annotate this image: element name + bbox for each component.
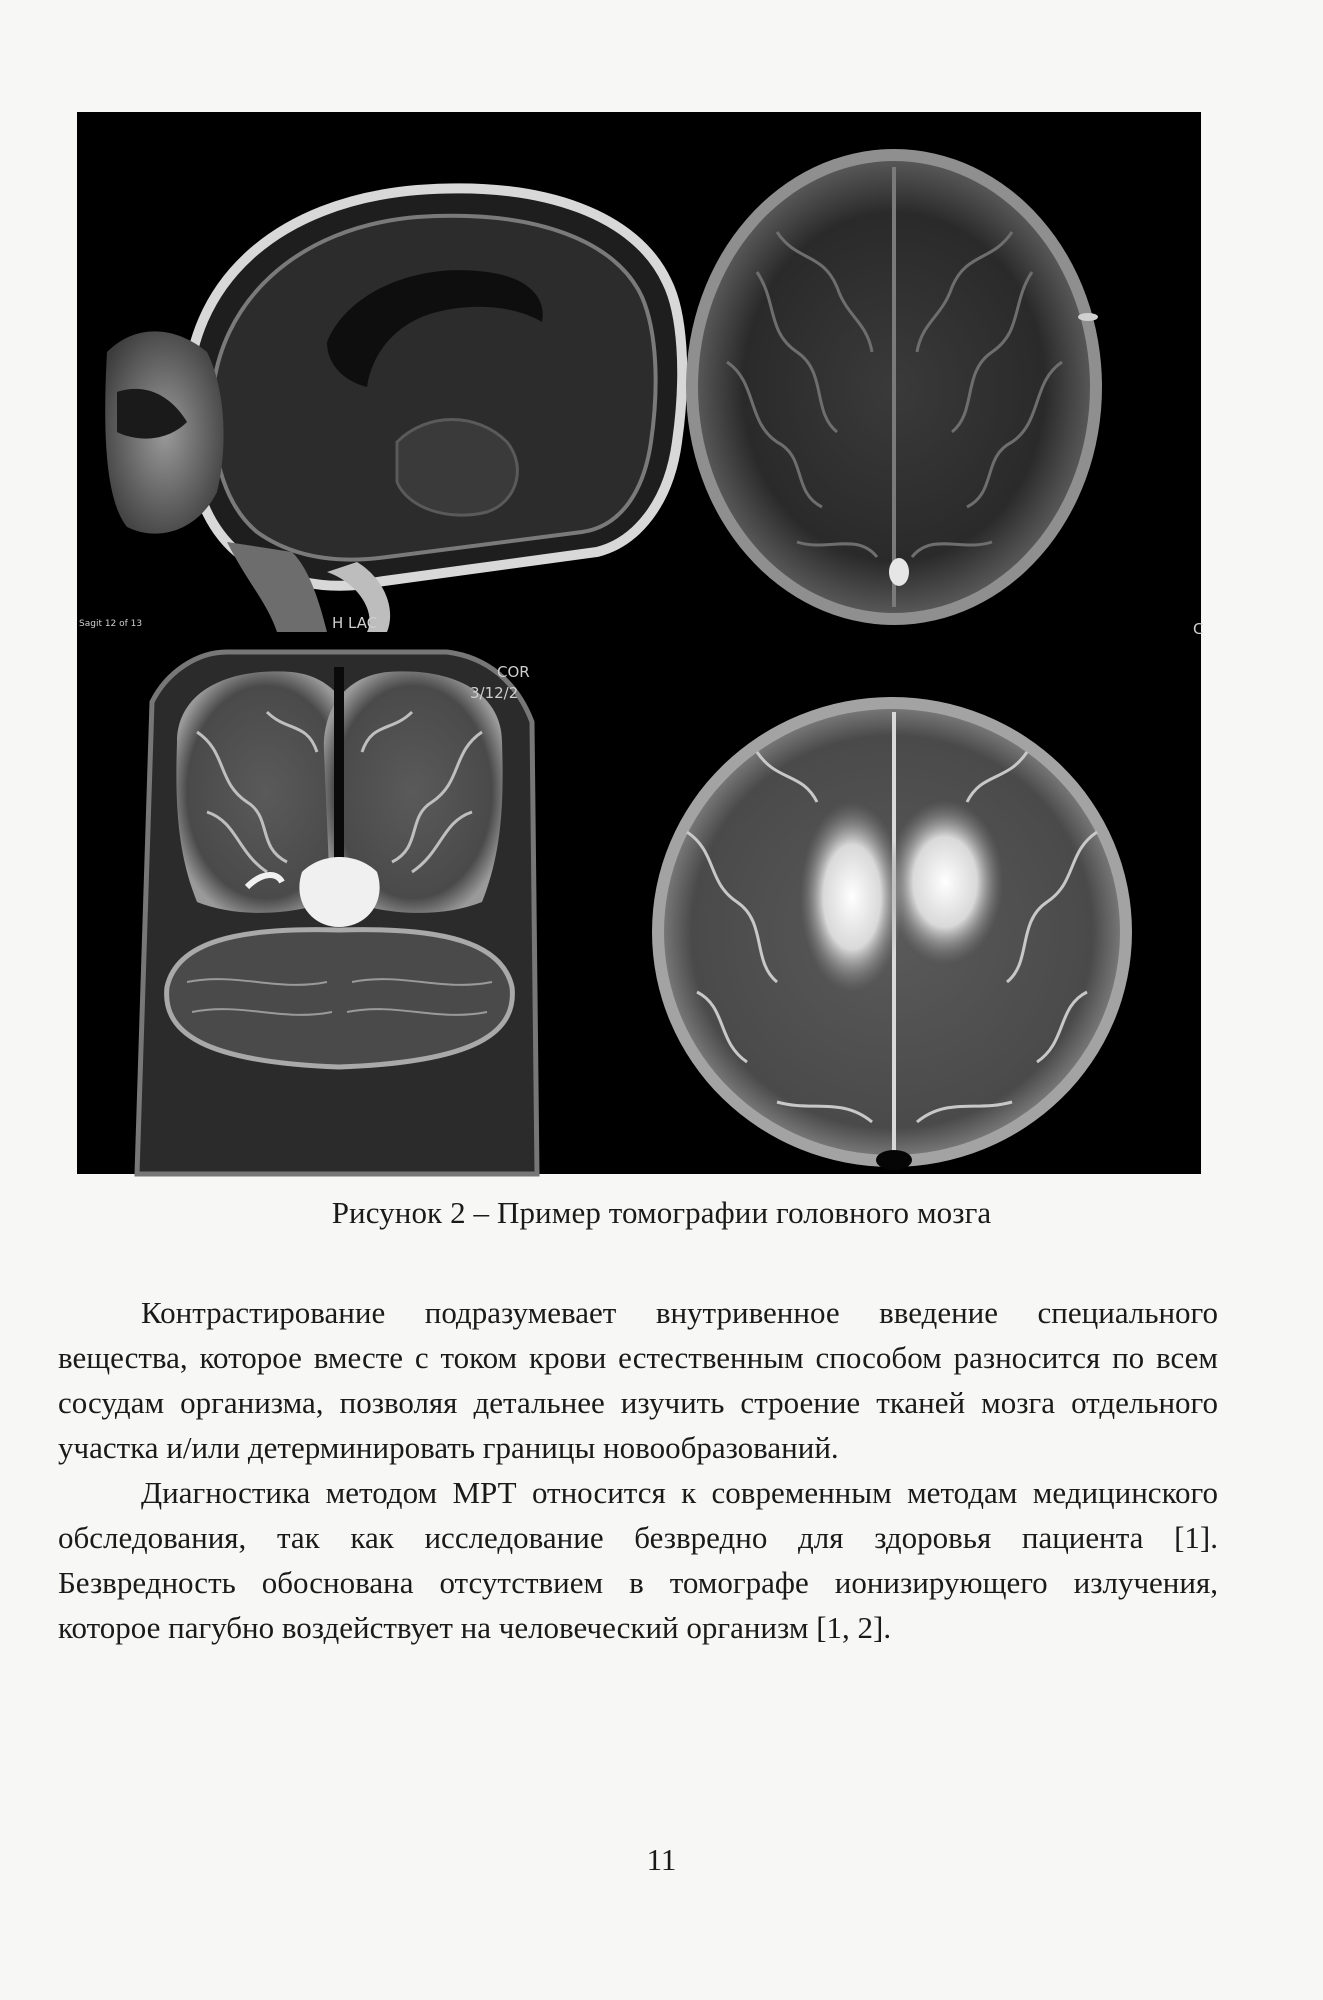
sagittal-mri-scan-icon — [79, 188, 682, 632]
coronal-header-label: COR — [497, 663, 530, 681]
paragraph: Контрастирование подразумевает внутривенное введение специального вещества, которое вместе с током крови естественным способом разносится по всем сосудам организма, позволяя детальнее изучить строение тканей мозга отдельного участка и/или детерминировать границы новообразований. — [58, 1295, 1218, 1465]
paragraph: Диагностика методом МРТ относится к современным методам медицинского обследования, так как исследование безвредно для здоровья пациента [1]. Безвредность обоснована отсутствием в томографе ионизирующего излучения, которое пагубно воздействует на человеческий организм [1, 2]. — [58, 1475, 1218, 1645]
right-lesion — [887, 800, 1003, 964]
figure-caption: Рисунок 2 – Пример томографии головного мозга — [331, 1195, 992, 1230]
body-text — [58, 1290, 1218, 1650]
mri-figure — [77, 112, 1204, 1174]
axial-t1-mri-scan-icon — [686, 149, 1203, 638]
right-edge-marker: C — [1193, 620, 1204, 638]
sagittal-corner-label: Sagit 12 of 13 — [79, 619, 143, 629]
mri-collage — [77, 112, 1204, 1174]
sagittal-marker-label: H LAC — [332, 614, 378, 632]
coronal-series-label: 3/12/2 — [470, 684, 519, 702]
axial-t2-mri-scan-icon — [652, 697, 1132, 1170]
page-number: 11 — [646, 1842, 677, 1877]
coronal-t2-mri-scan-icon — [137, 652, 537, 1174]
